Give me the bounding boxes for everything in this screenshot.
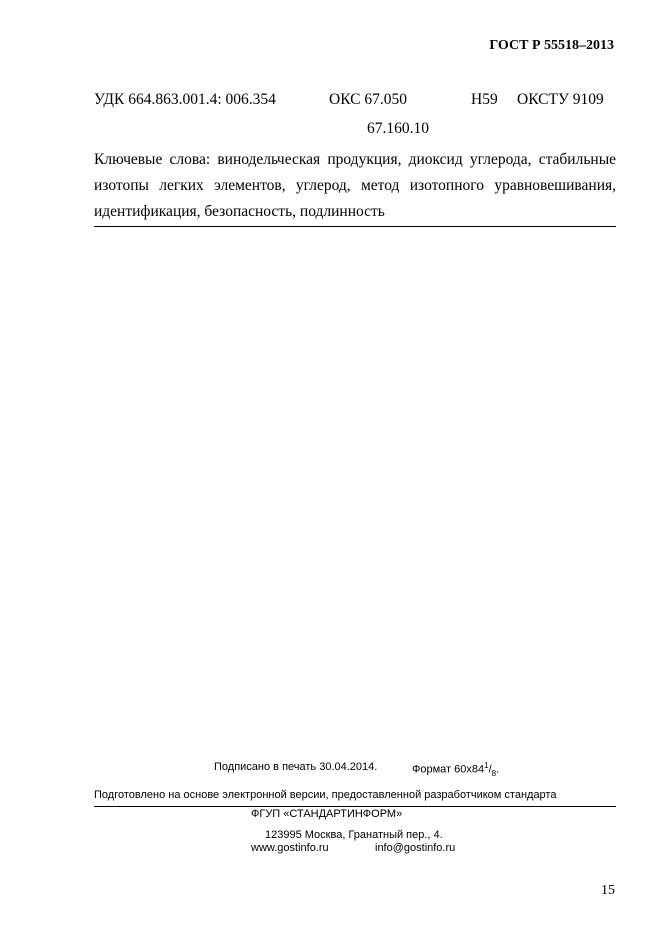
group-code: Н59 — [471, 91, 498, 108]
format-denominator: 8 — [491, 768, 497, 778]
signed-date: Подписано в печать 30.04.2014. — [214, 761, 378, 773]
format-prefix: Формат 60x84 — [412, 763, 485, 776]
format-numerator: 1 — [484, 761, 489, 770]
divider-imprint — [94, 806, 616, 807]
print-format: Формат $60x84^1/_8$. — [412, 761, 500, 778]
divider-top — [94, 226, 616, 227]
publisher-name: ФГУП «СТАНДАРТИНФОРМ» — [251, 808, 403, 820]
oks-code-second: 67.160.10 — [367, 120, 429, 137]
udk-code: УДК 664.863.001.4: 006.354 — [94, 91, 276, 108]
publisher-email[interactable]: info@gostinfo.ru — [375, 842, 456, 854]
page-number: 15 — [601, 883, 615, 898]
publisher-website[interactable]: www.gostinfo.ru — [251, 842, 329, 854]
format-end: . — [496, 763, 500, 776]
oks-code: ОКС 67.050 — [329, 91, 407, 108]
standard-header: ГОСТ Р 55518–2013 — [489, 38, 614, 53]
publisher-address: 123995 Москва, Гранатный пер., 4. — [265, 829, 443, 841]
okstu-code: ОКСТУ 9109 — [517, 91, 604, 108]
keywords-paragraph: Ключевые слова: винодельческая продукция, диоксид углерода, стабильные изотопы легких элементов, углерод, метод изотопного уравновешивания, идентификация, безопасность, подлинность — [94, 151, 616, 220]
prepared-note: Подготовлено на основе электронной версии, предоставленной разработчиком стандарта — [94, 789, 557, 801]
classification-row — [94, 91, 616, 111]
